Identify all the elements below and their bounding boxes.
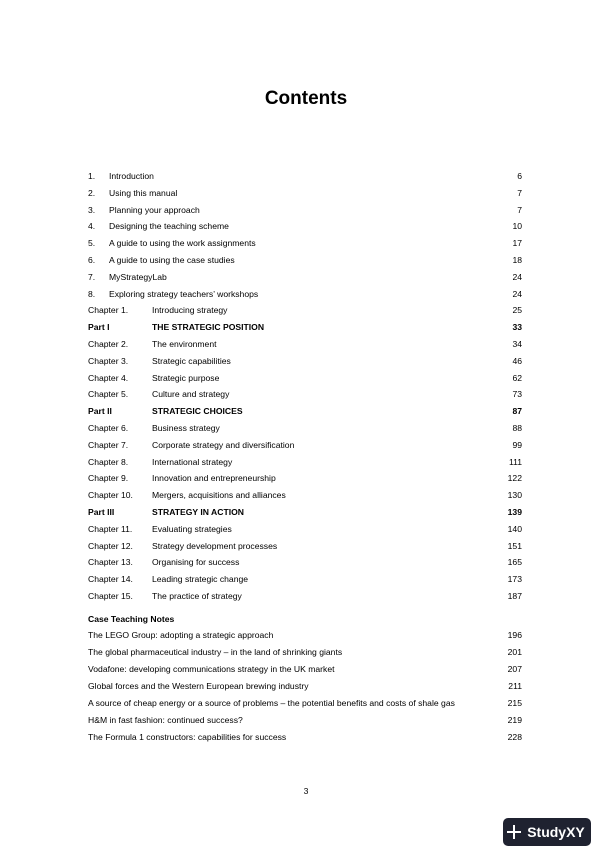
toc-chapter-entry[interactable] bbox=[88, 571, 522, 588]
toc-chapter-entry[interactable] bbox=[88, 487, 522, 504]
toc-entry-number: Chapter 13. bbox=[88, 557, 133, 568]
toc-entry-number: Chapter 15. bbox=[88, 590, 133, 601]
toc-entry[interactable] bbox=[88, 185, 522, 202]
toc-chapter-entry[interactable] bbox=[88, 302, 522, 319]
toc-entry-number: 8. bbox=[88, 288, 96, 299]
toc-entry-page: 187 bbox=[507, 590, 522, 601]
toc-entry-number: Chapter 4. bbox=[88, 372, 129, 383]
studyxy-badge[interactable] bbox=[503, 818, 591, 846]
case-note-page: 215 bbox=[507, 697, 522, 708]
toc-chapter-entry[interactable] bbox=[88, 353, 522, 370]
toc-entry-number: 1. bbox=[88, 171, 96, 181]
toc-chapter-entry[interactable] bbox=[88, 336, 522, 353]
toc-entry-title: Introduction bbox=[109, 171, 154, 181]
toc-part-title: THE STRATEGIC POSITION bbox=[152, 322, 265, 333]
toc-entry-page: 24 bbox=[512, 271, 522, 282]
page-title: Contents bbox=[264, 88, 348, 109]
case-note-entry[interactable] bbox=[88, 729, 522, 746]
case-note-title: The global pharmaceutical industry – in the land of shrinking giants bbox=[88, 646, 343, 657]
case-note-title: A source of cheap energy or a source of problems – the potential benefits and costs of shale gas bbox=[88, 697, 455, 708]
toc-entry-title: Strategic purpose bbox=[152, 372, 220, 383]
case-note-entry[interactable] bbox=[88, 644, 522, 661]
toc-entry-number: 6. bbox=[88, 254, 96, 265]
toc-entry-number: Chapter 6. bbox=[88, 422, 129, 433]
toc-entry-title: A guide to using the work assignments bbox=[109, 238, 256, 249]
toc-entry-title: A guide to using the case studies bbox=[109, 254, 235, 265]
toc-entry-page: 62 bbox=[512, 372, 522, 383]
toc-entry-page: 87 bbox=[512, 406, 522, 417]
toc-part-label: Part II bbox=[88, 406, 112, 417]
toc-entry[interactable] bbox=[88, 269, 522, 286]
toc-chapter-entry[interactable] bbox=[88, 470, 522, 487]
toc-entry-number: Chapter 10. bbox=[88, 490, 133, 501]
toc-chapter-entry[interactable] bbox=[88, 420, 522, 437]
toc-entry-page: 139 bbox=[507, 506, 522, 517]
toc-chapter-entry[interactable] bbox=[88, 588, 522, 605]
case-note-page: 219 bbox=[507, 714, 522, 725]
toc-entry-page: 24 bbox=[512, 288, 522, 299]
toc-entry-page: 25 bbox=[512, 305, 522, 316]
toc-entry-page: 18 bbox=[512, 254, 522, 265]
toc-entry-title: Innovation and entrepreneurship bbox=[152, 473, 276, 484]
toc-chapter-entry[interactable] bbox=[88, 538, 522, 555]
toc-part-label: Part I bbox=[88, 322, 110, 333]
toc-entry-title: Planning your approach bbox=[109, 204, 200, 215]
case-note-entry[interactable] bbox=[88, 695, 522, 712]
toc-entry-number: Chapter 11. bbox=[88, 523, 133, 534]
toc-entry-number: 3. bbox=[88, 204, 96, 215]
toc-entry-number: 2. bbox=[88, 187, 96, 198]
toc-chapter-entry[interactable] bbox=[88, 370, 522, 387]
toc-entry-page: 33 bbox=[512, 322, 522, 333]
toc-entry-title: The environment bbox=[152, 338, 217, 349]
table-of-contents bbox=[88, 168, 522, 746]
toc-entry-title: Designing the teaching scheme bbox=[109, 221, 229, 232]
toc-part-label: Part III bbox=[88, 506, 115, 517]
case-note-page: 211 bbox=[508, 680, 522, 691]
toc-entry-number: Chapter 5. bbox=[88, 389, 129, 400]
toc-chapter-entry[interactable] bbox=[88, 437, 522, 454]
toc-entry-page: 151 bbox=[507, 540, 522, 551]
case-note-title: The Formula 1 constructors: capabilities for success bbox=[88, 731, 287, 742]
toc-entry[interactable] bbox=[88, 202, 522, 219]
case-note-title: Vodafone: developing communications strategy in the UK market bbox=[88, 663, 335, 674]
toc-part-heading[interactable] bbox=[88, 319, 522, 336]
toc-entry-page: 88 bbox=[512, 422, 522, 433]
toc-entry-number: Chapter 12. bbox=[88, 540, 133, 551]
case-note-page: 207 bbox=[507, 663, 522, 674]
toc-entry-title: Culture and strategy bbox=[152, 389, 230, 400]
toc-entry-page: 122 bbox=[507, 473, 522, 484]
toc-entry-title: Evaluating strategies bbox=[152, 523, 232, 534]
toc-entry-page: 7 bbox=[517, 187, 522, 198]
toc-chapter-entry[interactable] bbox=[88, 521, 522, 538]
toc-entry-number: 7. bbox=[88, 271, 96, 282]
toc-entry[interactable] bbox=[88, 286, 522, 303]
toc-entry-page: 130 bbox=[507, 490, 522, 501]
toc-entry[interactable] bbox=[88, 235, 522, 252]
toc-entry[interactable] bbox=[88, 168, 522, 185]
toc-entry-page: 99 bbox=[512, 439, 522, 450]
toc-chapter-entry[interactable] bbox=[88, 386, 522, 403]
toc-entry-title: Strategy development processes bbox=[152, 540, 278, 551]
toc-chapter-entry[interactable] bbox=[88, 554, 522, 571]
case-note-page: 196 bbox=[507, 629, 522, 640]
toc-entry-page: 34 bbox=[512, 338, 522, 349]
toc-entry-title: Mergers, acquisitions and alliances bbox=[152, 490, 286, 501]
toc-entry-title: Strategic capabilities bbox=[152, 355, 231, 366]
toc-entry-page: 165 bbox=[507, 557, 522, 568]
toc-entry-title: Using this manual bbox=[109, 187, 178, 198]
case-note-title: Global forces and the Western European brewing industry bbox=[88, 680, 309, 691]
case-note-page: 228 bbox=[507, 731, 522, 742]
toc-entry-title: International strategy bbox=[152, 456, 233, 467]
toc-entry-number: Chapter 9. bbox=[88, 473, 129, 484]
toc-entry-title: Leading strategic change bbox=[152, 574, 249, 585]
toc-entry-page: 111 bbox=[508, 456, 522, 467]
toc-part-title: STRATEGIC CHOICES bbox=[152, 406, 243, 417]
toc-entry-page: 17 bbox=[512, 238, 522, 249]
toc-entry-number: Chapter 2. bbox=[88, 338, 129, 349]
case-note-entry[interactable] bbox=[88, 712, 522, 729]
toc-entry-number: Chapter 14. bbox=[88, 574, 133, 585]
toc-entry-page: 140 bbox=[507, 523, 522, 534]
toc-entry-title: MyStrategyLab bbox=[109, 271, 167, 282]
toc-entry-page: 73 bbox=[512, 389, 522, 400]
toc-entry-title: The practice of strategy bbox=[152, 590, 242, 601]
toc-entry-number: 4. bbox=[88, 221, 96, 232]
toc-entry-title: Business strategy bbox=[152, 422, 220, 433]
toc-entry-number: Chapter 7. bbox=[88, 439, 129, 450]
toc-entry-title: Introducing strategy bbox=[152, 305, 228, 316]
toc-entry-title: Exploring strategy teachers’ workshops bbox=[109, 288, 259, 299]
toc-part-title: STRATEGY IN ACTION bbox=[152, 506, 244, 517]
toc-entry-number: Chapter 8. bbox=[88, 456, 129, 467]
badge-label: StudyXY bbox=[527, 824, 585, 840]
case-notes-heading: Case Teaching Notes bbox=[88, 613, 175, 624]
toc-entry-title: Organising for success bbox=[152, 557, 240, 568]
case-note-entry[interactable] bbox=[88, 661, 522, 678]
toc-entry-title: Corporate strategy and diversification bbox=[152, 439, 295, 450]
case-note-title: H&M in fast fashion: continued success? bbox=[88, 714, 243, 725]
toc-entry-page: 46 bbox=[512, 355, 522, 366]
toc-entry[interactable] bbox=[88, 218, 522, 235]
toc-chapter-entry[interactable] bbox=[88, 454, 522, 471]
plus-icon bbox=[507, 825, 521, 839]
case-note-entry[interactable] bbox=[88, 627, 522, 644]
toc-part-heading[interactable] bbox=[88, 504, 522, 521]
page-number: 3 bbox=[303, 786, 309, 796]
toc-entry[interactable] bbox=[88, 252, 522, 269]
toc-entry-page: 173 bbox=[507, 574, 522, 585]
case-note-page: 201 bbox=[507, 646, 522, 657]
case-note-entry[interactable] bbox=[88, 678, 522, 695]
case-note-title: The LEGO Group: adopting a strategic approach bbox=[88, 629, 274, 640]
toc-part-heading[interactable] bbox=[88, 403, 522, 420]
toc-entry-page: 7 bbox=[517, 204, 522, 215]
toc-entry-number: Chapter 3. bbox=[88, 355, 129, 366]
toc-entry-number: Chapter 1. bbox=[88, 305, 129, 316]
toc-entry-page: 6 bbox=[517, 171, 522, 181]
toc-entry-page: 10 bbox=[512, 221, 522, 232]
toc-entry-number: 5. bbox=[88, 238, 96, 249]
